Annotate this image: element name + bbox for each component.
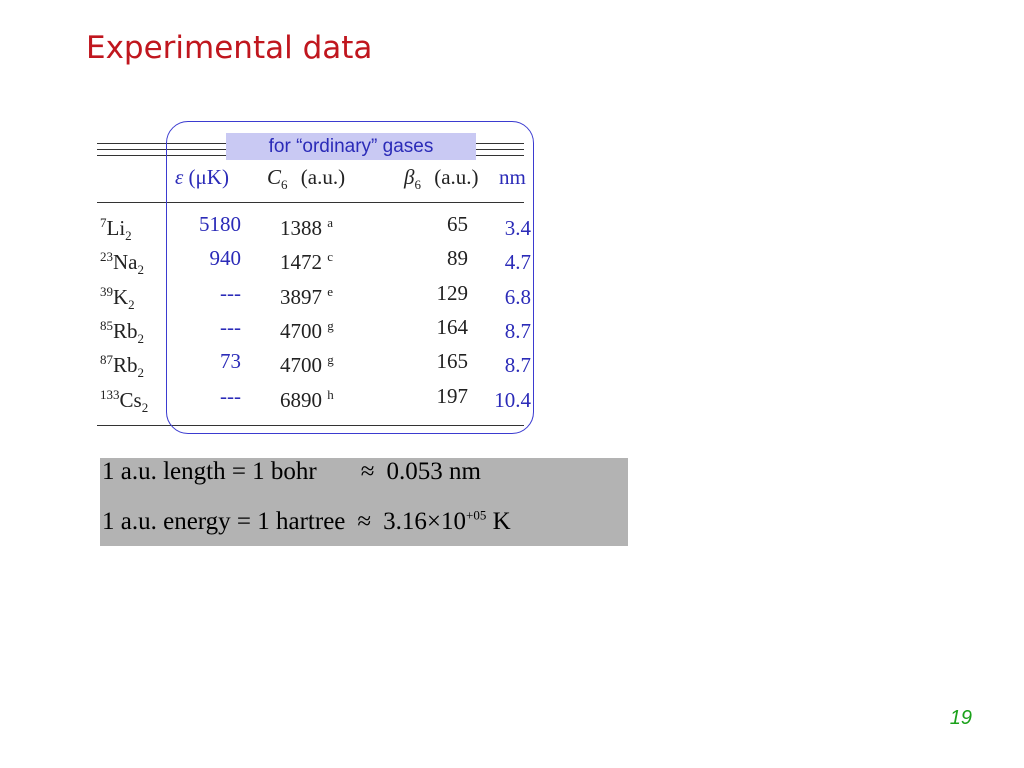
molecule-label: $^{85}Rb_2$ bbox=[100, 318, 145, 347]
header-beta6: $\beta_6$ (a.u.) bbox=[404, 165, 479, 193]
c6-value: 3897 $^e$ bbox=[280, 284, 334, 309]
epsilon-value: --- bbox=[220, 315, 241, 339]
epsilon-value: 73 bbox=[220, 349, 241, 373]
molecule-label: $^7Li_2$ bbox=[100, 215, 132, 244]
epsilon-value: 5180 bbox=[199, 212, 241, 236]
unit-conversion-box bbox=[100, 458, 628, 546]
molecule-label: $^{87}Rb_2$ bbox=[100, 352, 145, 381]
c6-value: 1388 $^a$ bbox=[280, 215, 334, 240]
ordinary-gases-banner: for “ordinary” gases bbox=[226, 133, 476, 160]
molecule-label: $^{23}Na_2$ bbox=[100, 249, 144, 278]
beta6-value: 129 bbox=[436, 281, 468, 305]
beta6-value: 65 bbox=[447, 212, 468, 236]
beta6-value: 164 bbox=[436, 315, 468, 339]
beta6-value: 89 bbox=[447, 246, 468, 270]
epsilon-value: --- bbox=[220, 281, 241, 305]
c6-value: 4700 $^g$ bbox=[280, 318, 334, 343]
energy-conversion: 1 a.u. energy = 1 hartree ≈ $3.16\times 10^{+05}$ K bbox=[102, 507, 511, 535]
header-nm: nm bbox=[499, 165, 526, 189]
molecule-label: $^{39}K_2$ bbox=[100, 284, 135, 313]
nm-value: 8.7 bbox=[504, 353, 531, 377]
c6-value: 4700 $^g$ bbox=[280, 352, 334, 377]
page-number: 19 bbox=[949, 707, 972, 729]
c6-value: 6890 $^h$ bbox=[280, 387, 334, 412]
epsilon-value: 940 bbox=[209, 246, 241, 270]
header-epsilon: ε (μK) bbox=[175, 165, 229, 189]
molecule-label: $^{133}Cs_2$ bbox=[100, 387, 149, 416]
length-conversion: 1 a.u. length = 1 bohr ≈ 0.053 nm bbox=[102, 458, 481, 485]
nm-value: 8.7 bbox=[504, 319, 531, 343]
nm-value: 6.8 bbox=[504, 285, 531, 309]
header-c6: $C_6$ (a.u.) bbox=[267, 165, 346, 193]
nm-value: 4.7 bbox=[504, 250, 531, 274]
slide-title: Experimental data bbox=[86, 30, 373, 66]
beta6-value: 197 bbox=[436, 384, 468, 408]
nm-value: 3.4 bbox=[504, 216, 531, 240]
epsilon-value: --- bbox=[220, 384, 241, 408]
c6-value: 1472 $^c$ bbox=[280, 249, 334, 274]
nm-value: 10.4 bbox=[494, 388, 531, 412]
beta6-value: 165 bbox=[436, 349, 468, 373]
